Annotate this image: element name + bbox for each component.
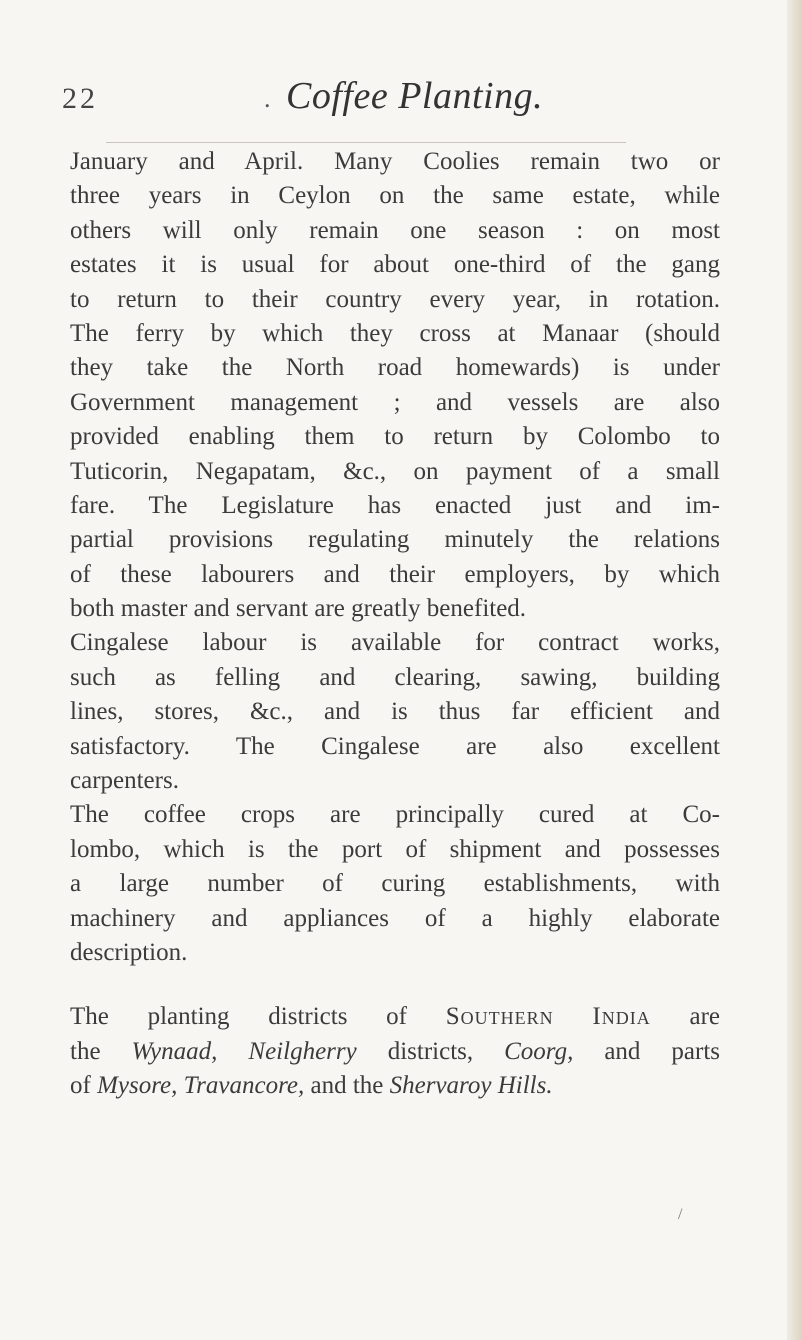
text-line: of these labourers and their employers, by which <box>70 560 720 588</box>
text-line: others will only remain one season : on most <box>70 216 720 244</box>
region-name: India <box>592 1003 651 1031</box>
text-run: and parts <box>573 1037 720 1065</box>
text-run <box>217 1038 248 1065</box>
text-run: and the <box>304 1072 390 1100</box>
paragraph-1 <box>70 145 720 626</box>
text-line: provided enabling them to return by Colombo to <box>70 423 720 451</box>
header-rule <box>106 142 626 143</box>
text-line: satisfactory. The Cingalese are also excellent <box>70 732 720 760</box>
text-run: the <box>70 1037 132 1065</box>
body-text <box>70 145 720 1104</box>
text-line: fare. The Legislature has enacted just and im- <box>70 491 720 519</box>
text-line: they take the North road homewards) is under <box>70 354 720 382</box>
text-line: three years in Ceylon on the same estate, while <box>70 182 720 210</box>
paragraph-2 <box>70 626 720 798</box>
running-title: Coffee Planting. <box>286 75 544 117</box>
header-separator: . <box>264 84 271 113</box>
page-edge <box>787 0 801 1340</box>
text-line: a large number of curing establishments, with <box>70 870 720 898</box>
text-run: of <box>70 1072 98 1100</box>
text-line: January and April. Many Coolies remain two or <box>70 148 720 175</box>
text-run <box>554 1003 593 1030</box>
district-name: Travancore, <box>183 1072 305 1100</box>
paragraph-gap <box>70 970 720 1000</box>
text-line: partial provisions regulating minutely the relations <box>70 526 720 554</box>
stray-mark: / <box>678 1206 683 1223</box>
text-run: districts, <box>356 1037 505 1065</box>
paragraph-4 <box>70 1000 720 1103</box>
district-name: Wynaad, <box>131 1037 218 1065</box>
text-line: such as felling and clearing, sawing, building <box>70 663 720 691</box>
paragraph-3 <box>70 798 720 970</box>
text-line: lines, stores, &c., and is thus far efficient and <box>70 698 720 726</box>
text-line: both master and servant are greatly benefited. <box>70 595 527 623</box>
text-line: carpenters. <box>70 767 179 795</box>
text-line: description. <box>70 938 188 966</box>
region-name: Southern <box>445 1003 554 1031</box>
text-line <box>70 1035 720 1069</box>
text-line: Tuticorin, Negapatam, &c., on payment of a small <box>70 457 720 485</box>
text-line <box>70 1000 720 1034</box>
district-name: Neilgherry <box>248 1037 357 1065</box>
district-name: Mysore, <box>97 1072 178 1100</box>
text-line: Government management ; and vessels are also <box>70 388 720 416</box>
text-run: The planting districts of <box>70 1003 446 1031</box>
text-line: The ferry by which they cross at Manaar (should <box>70 319 720 347</box>
page-number: 22 <box>62 82 98 115</box>
text-line: lombo, which is the port of shipment and possesses <box>70 835 720 863</box>
text-line: Cingalese labour is available for contract works, <box>70 629 720 657</box>
text-line: machinery and appliances of a highly elaborate <box>70 904 720 932</box>
text-line: The coffee crops are principally cured at Co- <box>70 801 720 829</box>
text-line <box>70 1069 720 1103</box>
text-run: are <box>650 1003 720 1031</box>
text-line: to return to their country every year, in rotation. <box>70 285 720 313</box>
district-name: Shervaroy Hills. <box>389 1072 553 1100</box>
text-line: estates it is usual for about one-third of the gang <box>70 251 720 279</box>
page-header <box>62 74 722 126</box>
district-name: Coorg, <box>504 1037 574 1065</box>
